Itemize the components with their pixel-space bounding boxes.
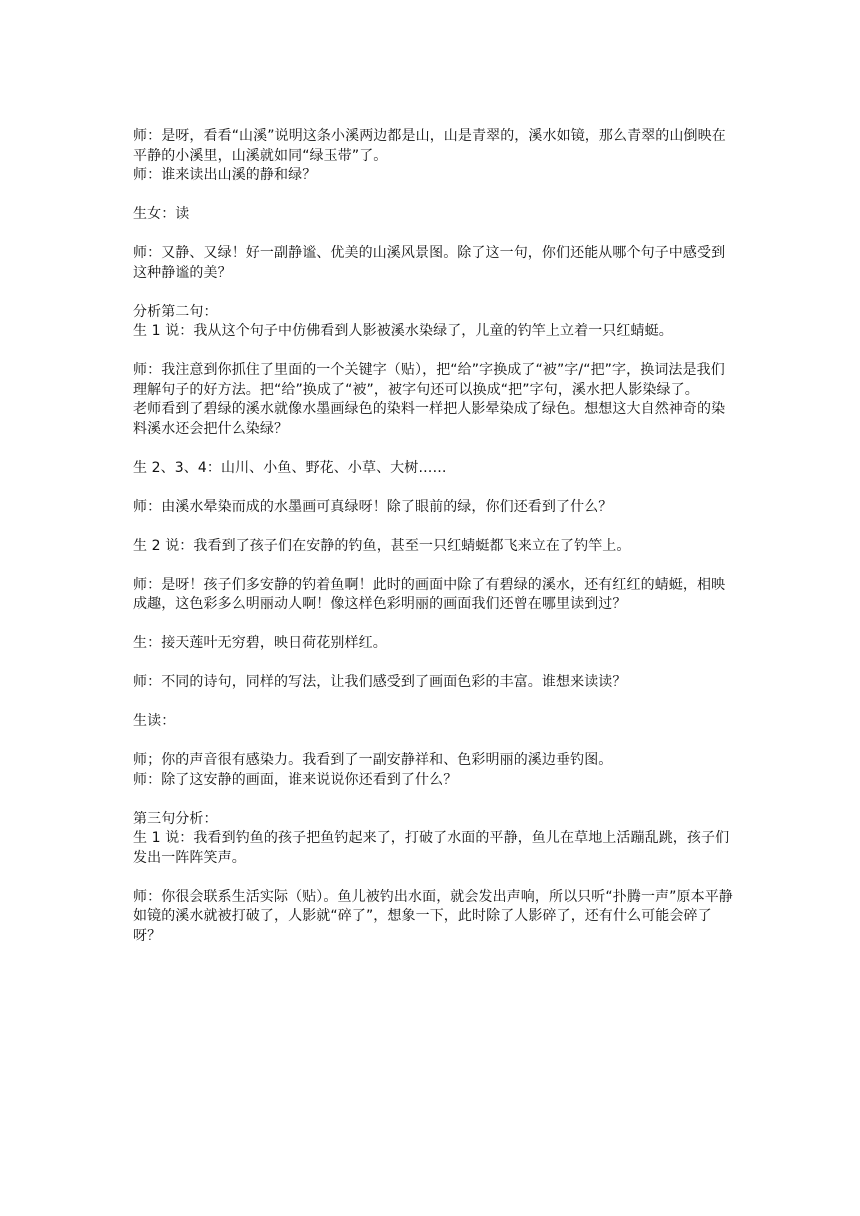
paragraph: 师；你的声音很有感染力。我看到了一副安静祥和、色彩明丽的溪边垂钓图。 [133,752,613,768]
paragraph: 师：你很会联系生活实际（贴）。鱼儿被钓出水面，就会发出声响，所以只听“扑腾一声”原本平静如镜的溪水就被打破了，人影就“碎了”，想象一下，此时除了人影碎了，还有什么可能会碎了呀？ [133,888,733,944]
paragraph: 生读： [133,713,176,729]
paragraph: 师：又静、又绿！好一副静谧、优美的山溪风景图。除了这一句，你们还能从哪个句子中感受到这种静谧的美？ [133,245,726,281]
paragraph: 生 2、3、4：山川、小鱼、野花、小草、大树…… [133,459,447,476]
paragraph: 生 1 说：我从这个句子中仿佛看到人影被溪水染绿了，儿童的钓竿上立着一只红蜻蜓。 [133,323,673,339]
paragraph: 师：不同的诗句，同样的写法，让我们感受到了画面色彩的丰富。谁想来读读？ [133,674,627,690]
blank-line [133,868,733,888]
blank-line [133,342,733,362]
blank-line [133,225,733,245]
blank-line [133,732,733,752]
blank-line [133,283,733,303]
paragraph: 生 2 说：我看到了孩子们在安静的钓鱼，甚至一只红蜻蜓都飞来立在了钓竿上。 [133,537,631,554]
blank-line [133,693,733,713]
blank-line [133,186,733,206]
blank-line [133,556,733,576]
blank-line [133,654,733,674]
paragraph: 生：接天莲叶无穷碧，映日荷花别样红。 [133,635,387,651]
paragraph: 师：由溪水晕染而成的水墨画可真绿呀！除了眼前的绿，你们还看到了什么？ [133,498,613,515]
blank-line [133,478,733,498]
paragraph: 老师看到了碧绿的溪水就像水墨画绿色的染料一样把人影晕染成了绿色。想想这大自然神奇的染料溪水还会把什么染绿？ [133,401,726,437]
paragraph: 师：是呀！孩子们多安静的钓着鱼啊！此时的画面中除了有碧绿的溪水，还有红红的蜻蜓，相映成趣，这色彩多么明丽动人啊！像这样色彩明丽的画面我们还曾在哪里读到过？ [133,576,726,612]
blank-line [133,790,733,810]
paragraph: 师：是呀，看看“山溪”说明这条小溪两边都是山，山是青翠的，溪水如镜，那么青翠的山倒映在平静的小溪里，山溪就如同“绿玉带”了。 [133,128,726,164]
blank-line [133,439,733,459]
document-body [133,127,733,946]
paragraph: 师：谁来读出山溪的静和绿？ [133,167,317,183]
section-heading: 分析第二句： [133,303,218,320]
paragraph: 生 1 说：我看到钓鱼的孩子把鱼钓起来了，打破了水面的平静，鱼儿在草地上活蹦乱跳，孩子们发出一阵阵笑声。 [133,830,730,866]
blank-line [133,517,733,537]
paragraph: 师：除了这安静的画面，谁来说说你还看到了什么？ [133,771,458,788]
section-heading: 第三句分析： [133,810,218,827]
paragraph: 生女：读 [133,206,190,222]
blank-line [133,615,733,635]
paragraph: 师：我注意到你抓住了里面的一个关键字（贴），把“给”字换成了“被”字/“把”字，换词法是我们理解句子的好方法。把“给”换成了“被”，被字句还可以换成“把”字句，溪水把人影染绿了。 [133,362,725,398]
